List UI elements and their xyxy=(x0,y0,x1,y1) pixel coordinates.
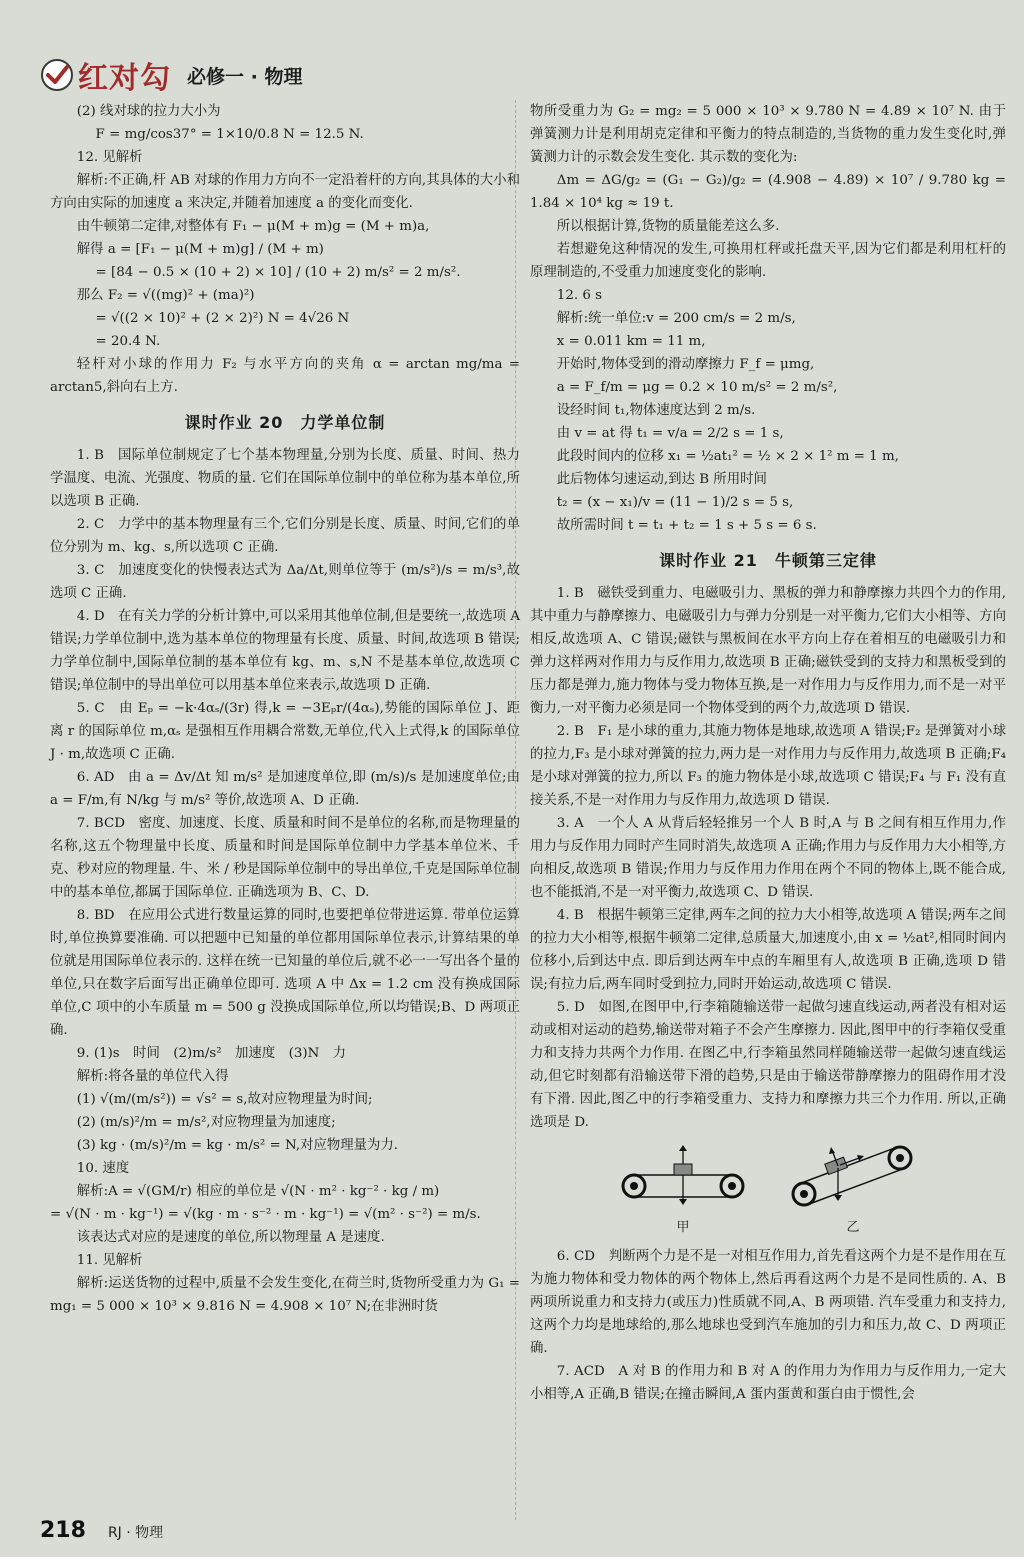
formula: Δm = ΔG/g₂ = (G₁ − G₂)/g₂ = (4.908 − 4.89) × 10⁷ / 9.780 kg = 1.84 × 10⁴ kg ≈ 19 t. xyxy=(530,173,1006,211)
answer-item: 2. B F₁ 是小球的重力,其施力物体是地球,故选项 A 错误;F₂ 是弹簧对小球的拉力,F₃ 是小球对弹簧的拉力,两力是一对作用力与反作用力,故选项 B 正确;F₄ 是小球对弹簧的拉力,所以 F₃ 的施力物体是小球,故选项 C 错误;F₄ 与 F₁ 没有直接关系,不是一对作用力与反作用力,故选项 D 错误. xyxy=(530,724,1006,808)
formula: x = 0.011 km = 11 m, xyxy=(556,334,706,349)
formula: a = F_f/m = μg = 0.2 × 10 m/s² = 2 m/s², xyxy=(556,380,838,395)
paragraph: (2) 线对球的拉力大小为 xyxy=(76,104,221,119)
answer-item: 5. C 由 Eₚ = −k·4αₛ/(3r) 得,k = −3Eₚr/(4αₛ),势能的国际单位 J、距离 r 的国际单位 m,αₛ 是强相互作用耦合常数,无单位,代入上式得,k 的国际单位 J · m,故选项 C 正确. xyxy=(50,701,520,762)
formula: t₂ = (x − x₁)/v = (11 − 1)/2 s = 5 s, xyxy=(556,495,794,510)
paragraph: 所以根据计算,货物的质量能差这么多. xyxy=(556,219,780,234)
section-title-20: 课时作业 20 力学单位制 xyxy=(184,413,386,432)
answer-item: 7. BCD 密度、加速度、长度、质量和时间不是单位的名称,而是物理量的名称,这五个物理量中长度、质量和时间是国际单位制中力学基本单位米、千克、秒对应的物理量. 牛、米 / 秒是国际单位制中的导出单位,千克是国际单位制中的基本单位,都属于国际单位. 正确选项为 B、C、D. xyxy=(50,816,520,900)
paragraph: 此后物体匀速运动,到达 B 所用时间 xyxy=(556,472,767,487)
paragraph: 若想避免这种情况的发生,可换用杠秤或托盘天平,因为它们都是利用杠杆的原理制造的,不受重力加速度变化的影响. xyxy=(530,242,1006,280)
checkmark-logo-icon xyxy=(40,58,74,92)
page-header xyxy=(40,52,302,98)
answer-item: 9. (1)s 时间 (2)m/s² 加速度 (3)N 力 xyxy=(76,1046,347,1061)
paragraph: 由牛顿第二定律,对整体有 F₁ − μ(M + m)g = (M + m)a, xyxy=(76,219,430,234)
formula: 那么 F₂ = √((mg)² + (ma)²) xyxy=(76,288,255,303)
paragraph: 开始时,物体受到的滑动摩擦力 F_f = μmg, xyxy=(556,357,815,372)
answer-item: 解析:运送货物的过程中,质量不会发生变化,在荷兰时,货物所受重力为 G₁ = mg₁ = 5 000 × 10³ × 9.816 N = 4.908 × 10⁷ N;在非洲时货 xyxy=(50,1276,520,1314)
answer-item: 该表达式对应的是速度的单位,所以物理量 A 是速度. xyxy=(76,1230,385,1245)
section-title-21: 课时作业 21 牛顿第三定律 xyxy=(659,551,877,570)
book-title: 必修一 · 物理 xyxy=(187,65,303,88)
answer-item: 10. 速度 xyxy=(76,1161,130,1176)
paragraph: 轻杆对小球的作用力 F₂ 与水平方向的夹角 α = arctan mg/ma = arctan5,斜向右上方. xyxy=(50,357,520,395)
logo-text: 红对勾 xyxy=(78,61,171,96)
formula: = √((2 × 10)² + (2 × 2)²) N = 4√26 N xyxy=(95,311,350,326)
left-column xyxy=(50,100,520,1318)
right-column xyxy=(530,100,1006,1406)
logo xyxy=(40,53,171,97)
answer-item: 4. B 根据牛顿第三定律,两车之间的拉力大小相等,故选项 A 错误;两车之间的拉力大小相等,根据牛顿第二定律,总质量大,加速度小,由 x = ½at²,相同时间内位移小,后到达中点. 即后到达两车中点的车厢里有人,故选项 B 正确,选项 D 错误;有拉力后,两车同时受到拉力,同时开始运动,故选项 C 错误. xyxy=(530,908,1006,992)
answer-item: 6. AD 由 a = Δv/Δt 知 m/s² 是加速度单位,即 (m/s)/s 是加速度单位;由 a = F/m,有 N/kg 与 m/s² 等价,故选项 A、D 正确. xyxy=(50,770,520,808)
page-number: 218 xyxy=(40,1518,86,1543)
paragraph: 12. 见解析 xyxy=(76,150,143,165)
formula: = [84 − 0.5 × (10 + 2) × 10] / (10 + 2) m/s² = 2 m/s². xyxy=(95,265,461,280)
answer-item: 2. C 力学中的基本物理量有三个,它们分别是长度、质量、时间,它们的单位分别为 m、kg、s,所以选项 C 正确. xyxy=(50,517,520,555)
answer-item: 1. B 国际单位制规定了七个基本物理量,分别为长度、质量、时间、热力学温度、电流、光强度、物质的量. 它们在国际单位制中的单位称为基本单位,所以选项 B 正确. xyxy=(50,448,520,509)
answer-item: 4. D 在有关力学的分析计算中,可以采用其他单位制,但是要统一,故选项 A 错误;力学单位制中,选为基本单位的物理量有长度、质量、时间,故选项 B 错误;力学单位制中,国际单位制的基本单位有 kg、m、s,N 不是基本单位,故选项 C 错误;单位制中的导出单位可以用基本单位来表示,故选项 D 正确. xyxy=(50,609,520,693)
formula: 此段时间内的位移 x₁ = ½at₁² = ½ × 2 × 1² m = 1 m, xyxy=(556,449,899,464)
paragraph: 物所受重力为 G₂ = mg₂ = 5 000 × 10³ × 9.780 N = 4.89 × 10⁷ N. 由于弹簧测力计是利用胡克定律和平衡力的特点制造的,当货物的重力发生变化时,弹簧测力计的示数会发生变化. 其示数的变化为: xyxy=(530,104,1006,165)
inclined-conveyor-diagram xyxy=(788,1142,918,1214)
formula: = √(N · m · kg⁻¹) = √(kg · m · s⁻² · m · kg⁻¹) = √(m² · s⁻²) = m/s. xyxy=(50,1207,481,1222)
footer-label: RJ · 物理 xyxy=(107,1525,164,1541)
figure-label-jia: 甲 xyxy=(676,1220,690,1235)
answer-item: 5. D 如图,在图甲中,行李箱随输送带一起做匀速直线运动,两者没有相对运动或相对运动的趋势,输送带对箱子不会产生摩擦力. 因此,图甲中的行李箱仅受重力和支持力共两个力作用. 在图乙中,行李箱虽然同样随输送带一起做匀速直线运动,但它时刻都有沿输送带下滑的趋势,只是由于输送带静摩擦力的阻碍作用才没有下滑. 因此,图乙中的行李箱受重力、支持力和摩擦力共三个力作用. 所以,正确选项是 D. xyxy=(530,1000,1006,1130)
page-footer xyxy=(40,1518,163,1543)
formula: (1) √(m/(m/s²)) = √s² = s,故对应物理量为时间; xyxy=(76,1092,373,1107)
formula: 故所需时间 t = t₁ + t₂ = 1 s + 5 s = 6 s. xyxy=(556,518,817,533)
formula: F = mg/cos37° = 1×10/0.8 N = 12.5 N. xyxy=(95,127,364,142)
paragraph: 解析:统一单位:v = 200 cm/s = 2 m/s, xyxy=(556,311,796,326)
formula: (3) kg · (m/s)²/m = kg · m/s² = N,对应物理量为力. xyxy=(76,1138,399,1153)
answer-item: 3. C 加速度变化的快慢表达式为 Δa/Δt,则单位等于 (m/s²)/s = m/s³,故选项 C 正确. xyxy=(50,563,520,601)
figure-yi xyxy=(788,1142,918,1239)
answer-item: 7. ACD A 对 B 的作用力和 B 对 A 的作用力为作用力与反作用力,一定大小相等,A 正确,B 错误;在撞击瞬间,A 蛋内蛋黄和蛋白由于惯性,会 xyxy=(530,1364,1006,1402)
figure-label-yi: 乙 xyxy=(846,1220,860,1235)
answer-item: 3. A 一个人 A 从背后轻轻推另一个人 B 时,A 与 B 之间有相互作用力,作用力与反作用力同时产生同时消失,故选项 A 正确;作用力与反作用力大小相等,方向相反,故选项 B 错误;作用力与反作用力作用在两个不同的物体上,既不能合成,也不能抵消,不是一对平衡力,故选项 C、D 错误. xyxy=(530,816,1006,900)
figure-jia xyxy=(618,1142,748,1239)
answer-item: 解析:将各量的单位代入得 xyxy=(76,1069,229,1084)
formula: 解析:A = √(GM/r) 相应的单位是 √(N · m² · kg⁻² · kg / m) xyxy=(76,1184,440,1199)
answer-item: 6. CD 判断两个力是不是一对相互作用力,首先看这两个力是不是作用在互为施力物体和受力物体的两个物体上,然后再看这两个力是不是同性质的. A、B 两项所说重力和支持力(或压力)性质就不同,A、B 两项错. 汽车受重力和支持力,这两个力均是地球给的,那么地球也受到汽车施加的引力和压力,故 C、D 两项正确. xyxy=(530,1249,1006,1356)
formula: 解得 a = [F₁ − μ(M + m)g] / (M + m) xyxy=(76,242,324,257)
paragraph: 设经时间 t₁,物体速度达到 2 m/s. xyxy=(556,403,756,418)
answer-item: 11. 见解析 xyxy=(76,1253,143,1268)
paragraph: 解析:不正确,杆 AB 对球的作用力方向不一定沿着杆的方向,其具体的大小和方向由实际的加速度 a 来决定,并随着加速度 a 的变化而变化. xyxy=(50,173,520,211)
horizontal-conveyor-diagram xyxy=(618,1142,748,1214)
answer-item: 1. B 磁铁受到重力、电磁吸引力、黑板的弹力和静摩擦力共四个力的作用,其中重力与静摩擦力、电磁吸引力与弹力分别是一对平衡力,它们大小相等、方向相反,故选项 A、C 错误;磁铁与黑板间在水平方向上存在着相互的电磁吸引力和弹力这样两对作用力与反作用力,故选项 B 正确;磁铁受到的支持力和黑板受到的压力都是弹力,施力物体与受力物体互换,是一对作用力与反作用力,而不是一对平衡力,一对平衡力必须是同一个物体受到的两个力,故选项 D 错误. xyxy=(530,586,1006,716)
formula: = 20.4 N. xyxy=(95,334,161,349)
formula: (2) (m/s)²/m = m/s²,对应物理量为加速度; xyxy=(76,1115,336,1130)
conveyor-figure xyxy=(530,1142,1006,1239)
formula: 由 v = at 得 t₁ = v/a = 2/2 s = 1 s, xyxy=(556,426,784,441)
answer-item: 8. BD 在应用公式进行数量运算的同时,也要把单位带进运算. 带单位运算时,单位换算要准确. 可以把题中已知量的单位都用国际单位表示,计算结果的单位就是用国际单位表示的. 这样在统一已知量的单位后,就不必一一写出各个量的单位,只在数字后面写出正确单位即可. 选项 A 中 Δx = 1.2 cm 没有换成国际单位,C 项中的小车质量 m = 500 g 没换成国际单位,所以均错误;B、D 两项正确. xyxy=(50,908,520,1038)
answer-item: 12. 6 s xyxy=(556,288,602,303)
